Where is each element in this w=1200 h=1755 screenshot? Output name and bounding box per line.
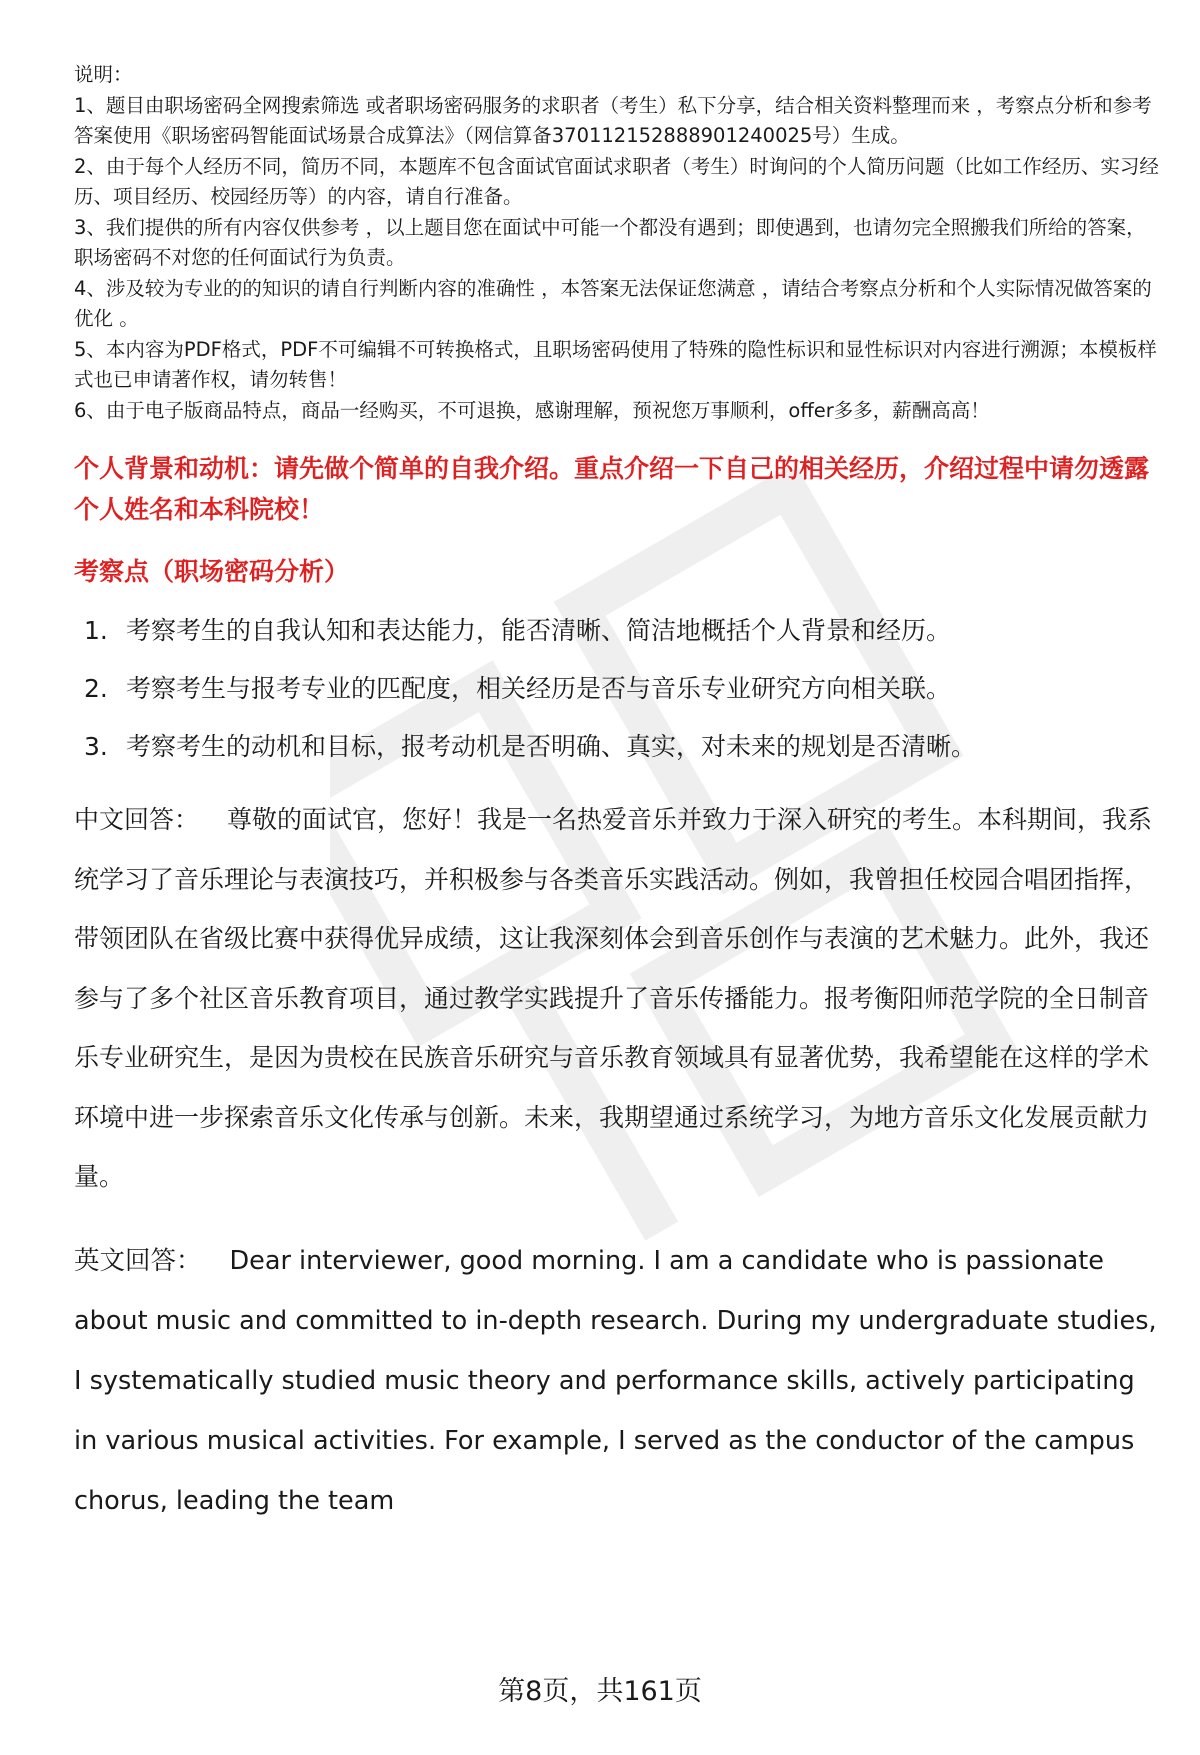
note-item: 5、本内容为PDF格式，PDF不可编辑不可转换格式，且职场密码使用了特殊的隐性标识和显性标识对内容进行溯源；本模板样式也已申请著作权，请勿转售！: [74, 337, 1157, 391]
page-number-footer: 第8页，共161页: [498, 1676, 702, 1707]
note-item: 4、涉及较为专业的的知识的请自行判断内容的准确性 ，本答案无法保证您满意 ，请结合考察点分析和个人实际情况做答案的优化 。: [74, 276, 1152, 330]
chinese-answer-label: 中文回答：: [74, 805, 200, 834]
point-number: 1.: [84, 616, 108, 645]
point-number: 2.: [84, 674, 108, 703]
point-text: 考察考生与报考专业的匹配度，相关经历是否与音乐专业研究方向相关联。: [126, 674, 952, 703]
document-page: [74, 60, 1160, 1531]
analysis-point: [84, 612, 1160, 650]
chinese-answer: [74, 790, 1160, 1207]
notes-heading: 说明：: [74, 63, 133, 86]
note-item: 3、我们提供的所有内容仅供参考 ，以上题目您在面试中可能一个都没有遇到；即使遇到，也请勿完全照搬我们所给的答案，职场密码不对您的任何面试行为负责。: [74, 215, 1146, 269]
point-text: 考察考生的自我认知和表达能力，能否清晰、简洁地概括个人背景和经历。: [126, 616, 952, 645]
note-item: 1、题目由职场密码全网搜索筛选 或者职场密码服务的求职者（考生）私下分享，结合相关资料整理而来 ，考察点分析和参考答案使用《职场密码智能面试场景合成算法》（网信算备370112152888901240025号）生成。: [74, 93, 1152, 147]
note-item: 6、由于电子版商品特点，商品一经购买，不可退换，感谢理解，预祝您万事顺利，offer多多，薪酬高高！: [74, 398, 990, 422]
analysis-point: [84, 728, 1160, 766]
english-answer: [74, 1231, 1160, 1531]
interview-question: 个人背景和动机：请先做个简单的自我介绍。重点介绍一下自己的相关经历，介绍过程中请勿透露个人姓名和本科院校！: [74, 454, 1150, 524]
point-number: 3.: [84, 732, 108, 761]
note-item: 2、由于每个人经历不同，简历不同，本题库不包含面试官面试求职者（考生）时询问的个人简历问题（比如工作经历、实习经历、项目经历、校园经历等）的内容，请自行准备。: [74, 154, 1159, 208]
analysis-point: [84, 670, 1160, 708]
english-answer-label: 英文回答：: [74, 1245, 202, 1276]
notes-section: [74, 60, 1160, 426]
english-answer-text: Dear interviewer, good morning. I am a candidate who is passionate about music and committed to in-depth research. During my undergraduate studies, I systematically studied music theory and performance skills, actively participating in various musical activities. For example, I served as the conductor of the campus chorus, leading the team: [74, 1245, 1157, 1516]
analysis-points: [74, 612, 1160, 766]
analysis-title: 考察点（职场密码分析）: [74, 557, 350, 586]
chinese-answer-text: 尊敬的面试官，您好！我是一名热爱音乐并致力于深入研究的考生。本科期间，我系统学习了音乐理论与表演技巧，并积极参与各类音乐实践活动。例如，我曾担任校园合唱团指挥，带领团队在省级比赛中获得优异成绩，这让我深刻体会到音乐创作与表演的艺术魅力。此外，我还参与了多个社区音乐教育项目，通过教学实践提升了音乐传播能力。报考衡阳师范学院的全日制音乐专业研究生，是因为贵校在民族音乐研究与音乐教育领域具有显著优势，我希望能在这样的学术环境中进一步探索音乐文化传承与创新。未来，我期望通过系统学习，为地方音乐文化发展贡献力量。: [74, 805, 1153, 1191]
point-text: 考察考生的动机和目标，报考动机是否明确、真实，对未来的规划是否清晰。: [126, 732, 977, 761]
